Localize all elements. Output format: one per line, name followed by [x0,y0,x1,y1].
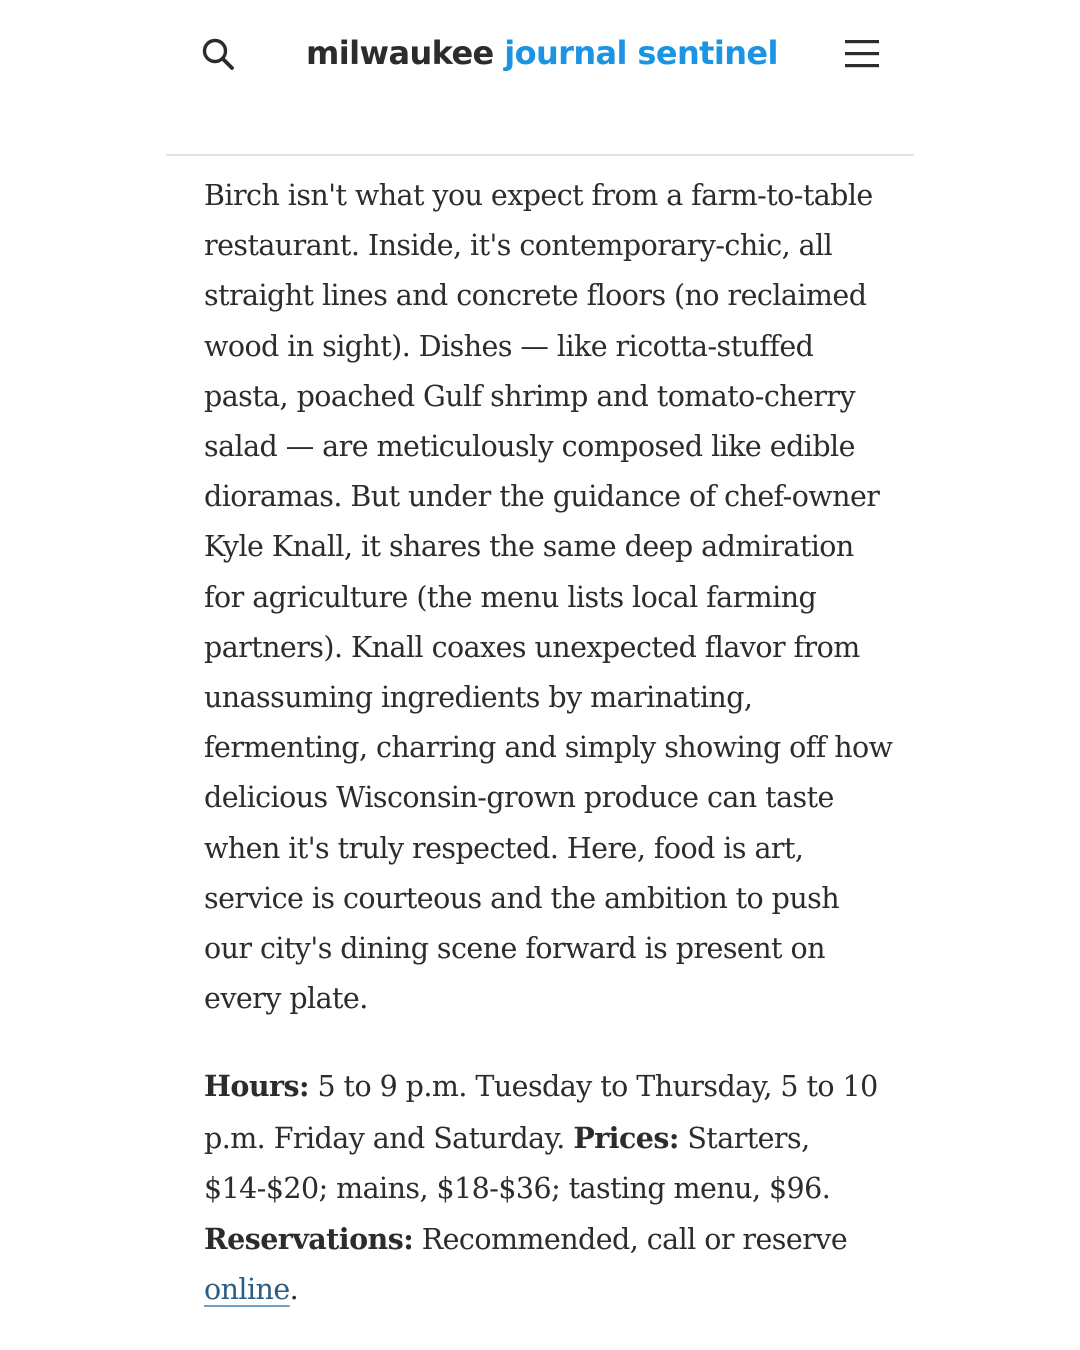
search-button[interactable] [196,32,240,76]
search-icon [196,32,240,76]
hours-label: Hours: [204,1069,309,1104]
restaurant-info [204,1061,894,1315]
logo-first-word: milwaukee [306,34,494,72]
reservations-value: Recommended, call or reserve [413,1223,848,1257]
reservations-label: Reservations: [204,1222,414,1257]
article-body [204,171,894,1315]
menu-button[interactable] [842,36,882,72]
hours-value: 5 to 9 p.m. Tuesday to Thursday, 5 to 10 p.m. Friday and Saturday. [204,1070,878,1155]
header-divider [166,154,914,156]
prices-label: Prices: [573,1120,679,1155]
site-logo[interactable] [306,30,776,76]
site-header [0,0,1080,110]
hamburger-menu-icon [842,36,882,72]
reserve-online-link[interactable]: online [204,1273,290,1307]
reservations-end: . [289,1273,299,1307]
logo-second-words: journal sentinel [504,34,778,72]
article-paragraph: Birch isn't what you expect from a farm-to-table restaurant. Inside, it's contemporary-chic, all straight lines and concrete floors (no reclaimed wood in sight). Dishes — like ricotta-stuffed pasta, poached Gulf shrimp and tomato-cherry salad — are meticulously composed like edible dioramas. But under the guidance of chef-owner Kyle Knall, it shares the same deep admiration for agriculture (the menu lists local farming partners). Knall coaxes unexpected flavor from unassuming ingredients by marinating, fermenting, charring and simply showing off how delicious Wisconsin-grown produce can taste when it's truly respected. Here, food is art, service is courteous and the ambition to push our city's dining scene forward is present on every plate. [204,179,893,1016]
prices-value: Starters, $14-$20; mains, $18-$36; tasting menu, $96. [204,1121,831,1205]
